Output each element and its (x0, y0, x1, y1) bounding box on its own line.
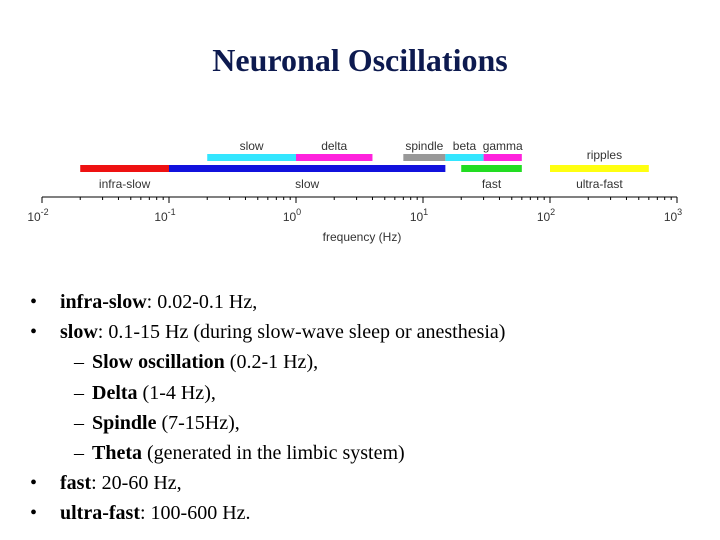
bullet-term: Theta (92, 442, 142, 465)
band-bar-bottom (169, 165, 445, 172)
tick-label (154, 207, 175, 224)
bullet-item (30, 317, 505, 347)
tick-label-exponent: 1 (423, 207, 429, 217)
band-label-top: slow (239, 139, 264, 153)
tick-label (283, 207, 301, 224)
bullet-marker: • (30, 472, 38, 495)
bullet-text: (7-15Hz), (156, 411, 240, 434)
bullet-term: fast (60, 472, 92, 495)
band-label-bottom: infra-slow (98, 177, 151, 191)
band-bar-top (296, 154, 372, 161)
tick-label (537, 207, 555, 224)
tick-label-exponent: -1 (167, 207, 176, 217)
bullet-term: Spindle (92, 411, 157, 434)
band-label-bottom: ultra-fast (576, 177, 623, 191)
bullet-item (30, 498, 505, 528)
bullet-item (30, 287, 505, 317)
bullet-text: : 20-60 Hz, (91, 472, 182, 495)
x-axis-label: frequency (Hz) (322, 230, 402, 244)
tick-label-base: 10 (409, 210, 424, 224)
tick-label-exponent: 0 (296, 207, 302, 217)
band-bar-top (403, 154, 445, 161)
bullet-text: (0.2-1 Hz), (224, 351, 319, 374)
bullet-term: ultra-fast (60, 502, 140, 525)
tick-label (410, 207, 428, 224)
bullet-marker: – (74, 411, 84, 434)
sub-bullet-item (30, 378, 505, 408)
bullet-marker: • (30, 502, 38, 525)
sub-bullet-item (30, 408, 505, 438)
bullet-term: slow (60, 321, 98, 344)
tick-label-base: 10 (536, 210, 551, 224)
tick-label-exponent: 3 (677, 207, 683, 217)
tick-label-exponent: 2 (550, 207, 556, 217)
bullet-marker: • (30, 321, 38, 344)
slide-title: Neuronal Oscillations (212, 42, 508, 78)
bullet-term: infra-slow (60, 291, 147, 313)
tick-label (27, 207, 48, 224)
bullet-marker: • (30, 291, 38, 313)
band-bar-top (445, 154, 483, 161)
band-label-bottom: slow (295, 177, 320, 191)
bullet-marker: – (74, 351, 84, 374)
tick-label-base: 10 (27, 210, 41, 224)
bullet-text: (1-4 Hz), (137, 381, 216, 404)
ripples-label: ripples (586, 148, 623, 162)
tick-label-base: 10 (154, 210, 168, 224)
band-label-top: spindle (405, 139, 444, 153)
band-bar-bottom (80, 165, 169, 172)
sub-bullet-item (30, 347, 505, 377)
bullet-term: Slow oscillation (92, 351, 225, 374)
band-bar-bottom (550, 165, 649, 172)
bullet-marker: – (74, 381, 84, 404)
band-label-top: delta (321, 139, 348, 153)
band-label-top: beta (452, 139, 477, 153)
bullet-text: : 100-600 Hz. (139, 502, 251, 525)
band-label-top: gamma (482, 139, 523, 153)
tick-label-exponent: -2 (40, 207, 49, 217)
bullet-term: Delta (92, 381, 138, 404)
bullet-text: : 0.02-0.1 Hz, (146, 291, 258, 313)
bullet-text: : 0.1-15 Hz (during slow-wave sleep or anesthesia) (97, 321, 506, 344)
tick-label-base: 10 (663, 210, 678, 224)
band-label-bottom: fast (481, 177, 502, 191)
band-bar-top (207, 154, 296, 161)
tick-label-base: 10 (282, 210, 297, 224)
sub-bullet-item (30, 438, 505, 468)
bullet-item (30, 468, 505, 498)
frequency-band-diagram (0, 125, 720, 255)
band-bar-bottom (461, 165, 522, 172)
tick-label (664, 207, 682, 224)
band-bar-top (484, 154, 522, 161)
bullet-text: (generated in the limbic system) (142, 442, 405, 465)
bullet-list (30, 287, 505, 529)
bullet-marker: – (74, 442, 84, 465)
